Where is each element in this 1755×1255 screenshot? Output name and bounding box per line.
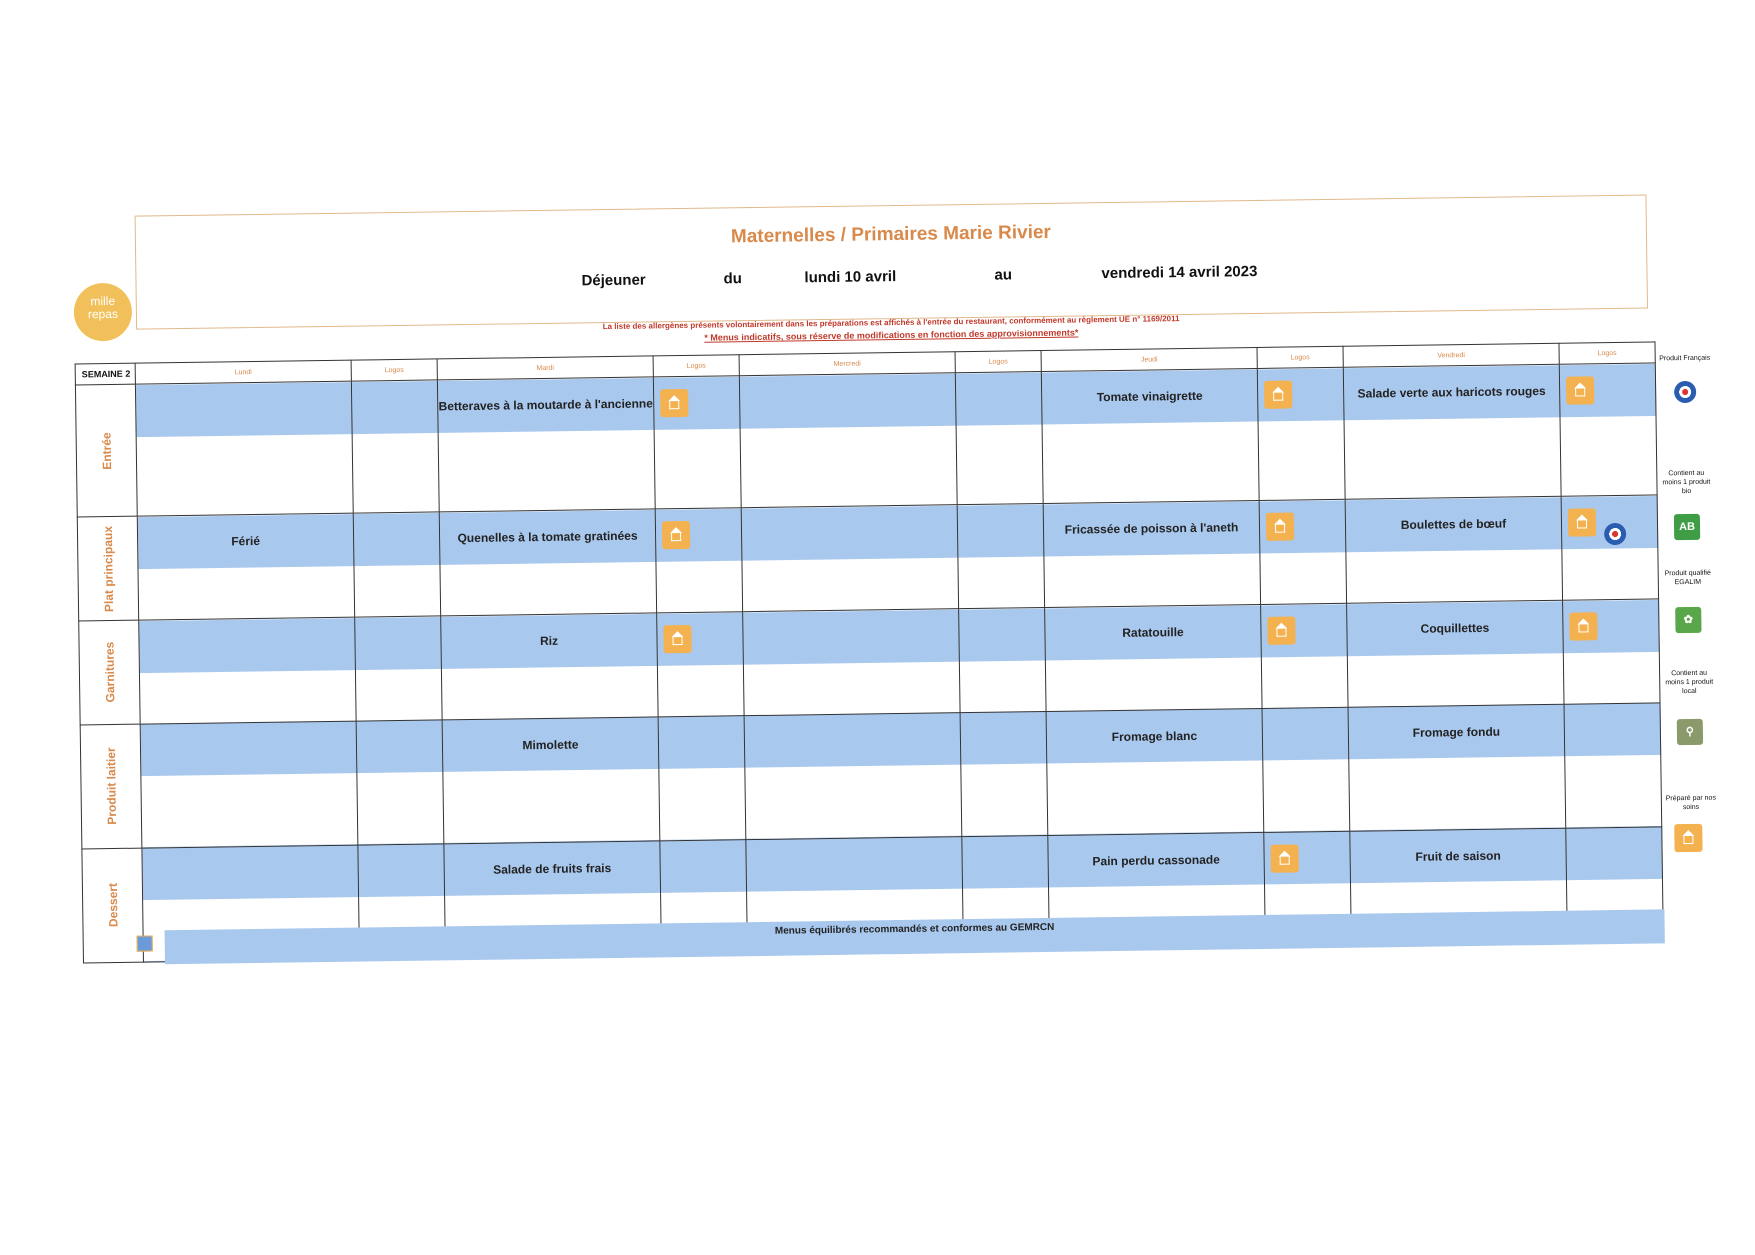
col-header: Jeudi bbox=[1041, 347, 1257, 371]
menu-cell: Pain perdu cassonade bbox=[1048, 832, 1266, 949]
category-garnitures: Garnitures bbox=[79, 620, 140, 725]
logo-cell bbox=[353, 512, 440, 617]
legend-egalim: Produit qualifié EGALIM bbox=[1664, 569, 1711, 587]
menu-cell: Salade de fruits frais bbox=[444, 841, 662, 958]
logo-cell bbox=[1262, 707, 1350, 832]
col-header: Lundi bbox=[135, 360, 351, 384]
mille-repas-logo bbox=[74, 283, 133, 342]
bio-ab-icon: AB bbox=[1674, 514, 1700, 540]
legend-bio: Contient au moins 1 produit bio bbox=[1662, 469, 1711, 496]
to-word: au bbox=[994, 266, 1013, 284]
house-icon bbox=[663, 625, 691, 653]
logo-cell bbox=[655, 508, 742, 613]
menu-cell: Mimolette bbox=[442, 717, 660, 844]
menu-cell: Boulettes de bœuf bbox=[1345, 497, 1562, 604]
house-icon bbox=[1267, 617, 1295, 645]
legend-local: Contient au moins 1 produit local bbox=[1665, 669, 1714, 696]
logo-cell bbox=[351, 380, 439, 513]
menu-cell bbox=[139, 617, 356, 724]
col-header: Vendredi bbox=[1343, 343, 1559, 367]
menu-cell: Ratatouille bbox=[1045, 605, 1262, 712]
menu-cell bbox=[135, 381, 353, 516]
logo-cell bbox=[1261, 603, 1348, 708]
house-icon bbox=[1566, 376, 1594, 404]
legend-maison: Préparé par nos soins bbox=[1665, 794, 1716, 812]
logo-cell bbox=[355, 616, 442, 721]
logo-cell bbox=[653, 376, 741, 509]
from-date: lundi 10 avril bbox=[804, 268, 897, 287]
french-cocarde-icon bbox=[1674, 381, 1696, 403]
col-header: Mercredi bbox=[739, 352, 955, 376]
logo-cell bbox=[1564, 703, 1662, 828]
week-label: SEMAINE 2 bbox=[75, 363, 135, 385]
logo-cell bbox=[957, 504, 1044, 609]
menu-cell bbox=[140, 721, 358, 848]
meal-label: Déjeuner bbox=[581, 271, 646, 290]
logo-cell bbox=[960, 711, 1048, 836]
menu-cell: Fromage blanc bbox=[1046, 708, 1264, 835]
footer-square-icon bbox=[137, 935, 153, 951]
logo-cell bbox=[658, 716, 746, 841]
col-header: Logos bbox=[1559, 342, 1655, 364]
menu-cell bbox=[739, 373, 957, 508]
logo-cell bbox=[1561, 495, 1658, 600]
category-laitier: Produit laitier bbox=[80, 724, 142, 849]
house-icon bbox=[660, 389, 688, 417]
to-date: vendredi 14 avril 2023 bbox=[1101, 262, 1258, 283]
footer-bar: Menus équilibrés recommandés et conformes au GEMRCN bbox=[165, 909, 1665, 964]
category-entree: Entrée bbox=[75, 384, 137, 517]
menu-cell: Riz bbox=[441, 613, 658, 720]
logo-cell bbox=[1259, 500, 1346, 605]
col-header: Mardi bbox=[437, 356, 653, 380]
logo-cell bbox=[1563, 599, 1660, 704]
header-box bbox=[135, 195, 1648, 330]
menu-cell bbox=[744, 713, 962, 840]
logo-cell bbox=[356, 720, 444, 845]
logo-text: mille repas bbox=[87, 293, 119, 322]
egalim-icon: ✿ bbox=[1675, 607, 1701, 633]
menu-cell bbox=[743, 609, 960, 716]
house-icon bbox=[662, 521, 690, 549]
col-header: Logos bbox=[1257, 346, 1343, 368]
from-word: du bbox=[723, 270, 742, 288]
menu-cell: Férié bbox=[137, 513, 354, 620]
menu-cell: Tomate vinaigrette bbox=[1041, 368, 1259, 503]
french-cocarde-icon bbox=[1604, 523, 1626, 545]
menu-cell: Quenelles à la tomate gratinées bbox=[439, 509, 656, 616]
table-row bbox=[75, 363, 1657, 517]
menu-cell: Salade verte aux haricots rouges bbox=[1343, 364, 1561, 499]
category-dessert: Dessert bbox=[82, 848, 144, 963]
house-icon bbox=[1674, 824, 1702, 852]
house-icon bbox=[1569, 612, 1597, 640]
table-row bbox=[80, 703, 1662, 849]
col-header: Logos bbox=[955, 351, 1041, 373]
menu-cell: Betteraves à la moutarde à l'ancienne bbox=[437, 377, 655, 512]
menu-table bbox=[75, 341, 1664, 963]
house-icon bbox=[1270, 844, 1298, 872]
menu-cell: Coquillettes bbox=[1347, 600, 1564, 707]
menu-cell bbox=[741, 505, 958, 612]
logo-cell bbox=[657, 612, 744, 717]
logo-cell bbox=[1257, 367, 1345, 500]
house-icon bbox=[1266, 513, 1294, 541]
house-icon bbox=[1264, 381, 1292, 409]
category-plat: Plat principaux bbox=[77, 516, 138, 621]
logo-cell bbox=[955, 372, 1043, 505]
location-pin-icon: ⚲ bbox=[1677, 719, 1703, 745]
legend-francais: Produit Français bbox=[1659, 354, 1711, 363]
col-header: Logos bbox=[351, 359, 437, 381]
menu-cell: Fricassée de poisson à l'aneth bbox=[1043, 501, 1260, 608]
col-header: Logos bbox=[653, 355, 739, 377]
allergen-note: La liste des allergènes présents volontairement dans les préparations est affichés à l'entrée du restaurant, conformément au règlement UE n° 1169/2011 bbox=[602, 314, 1180, 332]
menu-cell: Fromage fondu bbox=[1348, 704, 1566, 831]
page-title: Maternelles / Primaires Marie Rivier bbox=[730, 221, 1052, 248]
menu-note: * Menus indicatifs, sous réserve de modifications en fonction des approvisionnements* bbox=[704, 327, 1079, 343]
menu-cell: Fruit de saison bbox=[1350, 828, 1568, 945]
house-icon bbox=[1568, 509, 1596, 537]
logo-cell bbox=[959, 608, 1046, 713]
logo-cell bbox=[1559, 363, 1657, 497]
